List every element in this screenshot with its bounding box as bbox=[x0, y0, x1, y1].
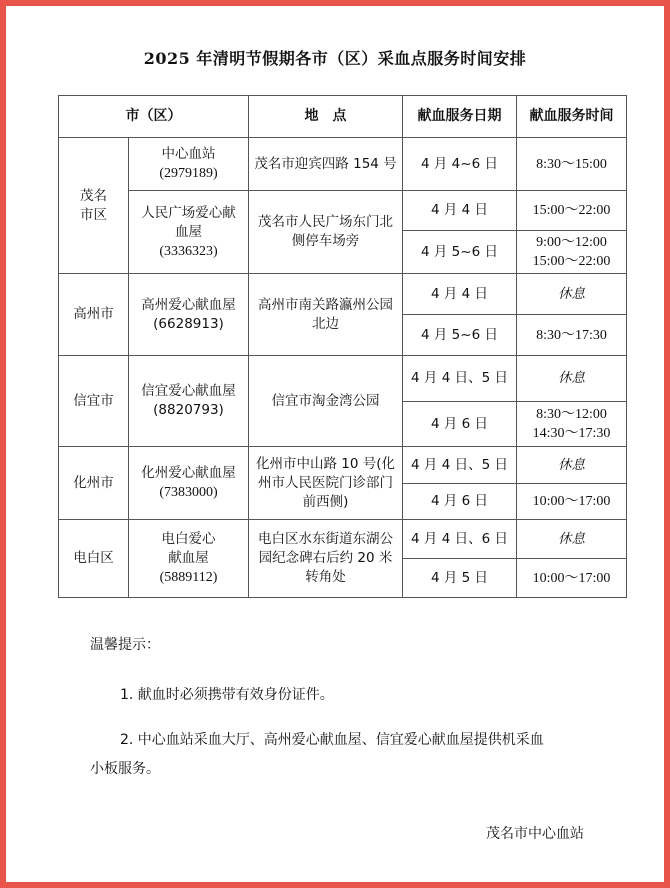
tip-item-1: 1. 献血时必须携带有效身份证件。 bbox=[120, 687, 334, 703]
service-date: 4 月 6 日 bbox=[403, 484, 517, 520]
service-date: 4 月 5~6 日 bbox=[403, 231, 517, 274]
service-date: 4 月 4 日 bbox=[403, 274, 517, 315]
signature: 茂名市中心血站 bbox=[486, 826, 584, 842]
service-date: 4 月 4 日、5 日 bbox=[403, 447, 517, 484]
site-address: 茂名市迎宾四路 154 号 bbox=[249, 138, 403, 191]
table-row bbox=[59, 447, 627, 484]
header-city: 市（区） bbox=[59, 96, 249, 138]
service-time: 休息 bbox=[517, 356, 627, 402]
service-time: 休息 bbox=[517, 274, 627, 315]
site-address: 化州市中山路 10 号(化州市人民医院门诊部门前西侧) bbox=[249, 447, 403, 520]
site-address: 高州市南关路瀛州公园北边 bbox=[249, 274, 403, 356]
schedule-table bbox=[58, 95, 627, 598]
service-time: 15:00～22:00 bbox=[517, 191, 627, 231]
service-time: 休息 bbox=[517, 520, 627, 559]
header-location: 地 点 bbox=[249, 96, 403, 138]
site-name: 高州爱心献血屋(6628913) bbox=[129, 274, 249, 356]
service-time: 8:30～17:30 bbox=[517, 315, 627, 356]
tips-heading: 温馨提示： bbox=[90, 637, 160, 653]
city-maoming: 茂名市区 bbox=[59, 138, 129, 274]
document-page bbox=[6, 6, 664, 882]
table-row bbox=[59, 356, 627, 402]
table-row bbox=[59, 191, 627, 231]
service-time: 8:30～15:00 bbox=[517, 138, 627, 191]
service-time: 10:00～17:00 bbox=[517, 484, 627, 520]
site-name: 电白爱心献血屋 (5889112) bbox=[129, 520, 249, 598]
service-time: 10:00～17:00 bbox=[517, 559, 627, 598]
service-time: 休息 bbox=[517, 447, 627, 484]
service-date: 4 月 4~6 日 bbox=[403, 138, 517, 191]
service-time: 8:30～12:00 14:30～17:30 bbox=[517, 402, 627, 447]
service-date: 4 月 4 日、5 日 bbox=[403, 356, 517, 402]
site-name: 人民广场爱心献血屋 (3336323) bbox=[129, 191, 249, 274]
tip-item-2: 2. 中心血站采血大厅、高州爱心献血屋、信宜爱心献血屋提供机采血 bbox=[120, 732, 544, 748]
header-date: 献血服务日期 bbox=[403, 96, 517, 138]
table-row bbox=[59, 138, 627, 191]
service-time: 9:00～12:00 15:00～22:00 bbox=[517, 231, 627, 274]
service-date: 4 月 4 日、6 日 bbox=[403, 520, 517, 559]
table-row bbox=[59, 274, 627, 315]
header-time: 献血服务时间 bbox=[517, 96, 627, 138]
table-header-row bbox=[59, 96, 627, 138]
city-xinyi: 信宜市 bbox=[59, 356, 129, 447]
page-title: 2025 年清明节假期各市（区）采血点服务时间安排 bbox=[143, 49, 527, 68]
tip-item-2-continued: 小板服务。 bbox=[90, 761, 160, 777]
site-name: 化州爱心献血屋 (7383000) bbox=[129, 447, 249, 520]
site-name: 中心血站 (2979189) bbox=[129, 138, 249, 191]
site-address: 信宜市淘金湾公园 bbox=[249, 356, 403, 447]
site-address: 茂名市人民广场东门北侧停车场旁 bbox=[249, 191, 403, 274]
service-date: 4 月 5~6 日 bbox=[403, 315, 517, 356]
site-name: 信宜爱心献血屋(8820793) bbox=[129, 356, 249, 447]
service-date: 4 月 4 日 bbox=[403, 191, 517, 231]
city-huazhou: 化州市 bbox=[59, 447, 129, 520]
service-date: 4 月 5 日 bbox=[403, 559, 517, 598]
site-address: 电白区水东街道东湖公园纪念碑右后约 20 米转角处 bbox=[249, 520, 403, 598]
city-dianbai: 电白区 bbox=[59, 520, 129, 598]
service-date: 4 月 6 日 bbox=[403, 402, 517, 447]
table-row bbox=[59, 520, 627, 559]
city-gaozhou: 高州市 bbox=[59, 274, 129, 356]
